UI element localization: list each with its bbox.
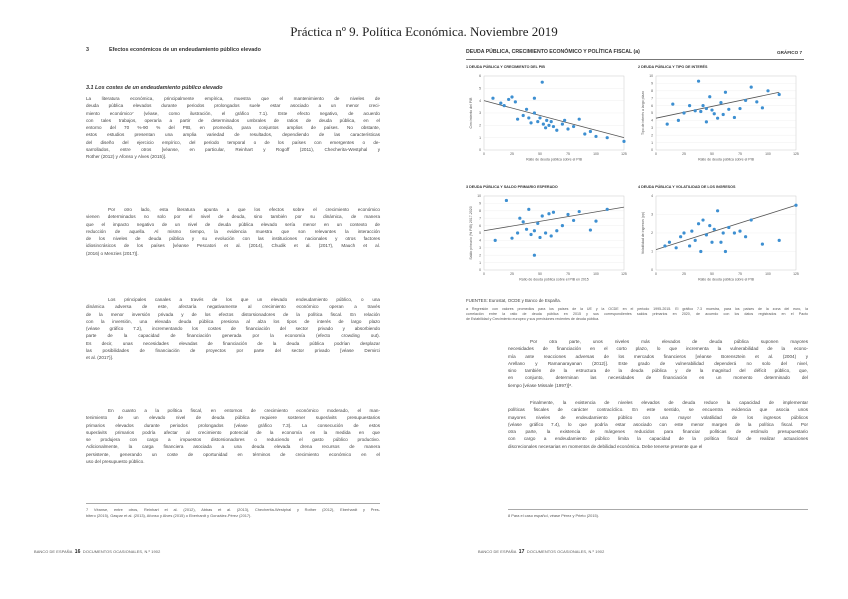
x-tick-label: 25 — [510, 272, 514, 276]
data-point — [541, 214, 544, 217]
y-tick-label: 6 — [479, 74, 481, 79]
x-tick-label: 50 — [710, 152, 714, 156]
x-tick-label: 100 — [593, 152, 599, 156]
y-tick-label: 2 — [479, 123, 481, 128]
data-point — [663, 244, 666, 247]
data-point — [533, 229, 536, 232]
data-point — [750, 218, 753, 221]
data-point — [761, 106, 764, 109]
data-point — [622, 140, 625, 143]
data-point — [536, 222, 539, 225]
footnote-divider — [86, 503, 380, 504]
x-axis-label: Ratio de deuda pública sobre el PIB en 2015 — [519, 277, 589, 282]
text-line: Por otro lado, esta literatura apunta a que los efectos sobre el crecimiento económico — [108, 207, 380, 212]
data-point — [738, 230, 741, 233]
data-point — [701, 218, 704, 221]
y-tick-label: 0 — [479, 268, 481, 273]
data-point — [533, 254, 536, 257]
data-point — [694, 109, 697, 112]
y-tick-label: 8 — [479, 209, 481, 213]
text-line: deuda pública elevados durante periodos prolongados suele estar asociado a un menor creci- — [86, 103, 380, 109]
y-tick-label: 4 — [479, 98, 481, 103]
y-tick-label: 9 — [479, 201, 481, 206]
data-point — [744, 99, 747, 102]
data-point — [545, 119, 548, 122]
y-tick-label: 7 — [651, 96, 653, 101]
text-line: et al. (2017)]. — [86, 355, 114, 360]
data-point — [722, 231, 725, 234]
y-axis-label: Tipo de interés a largo plazo — [641, 90, 645, 136]
y-tick-label: 2 — [651, 231, 653, 236]
data-point — [761, 243, 764, 246]
x-tick-label: 25 — [682, 272, 686, 276]
text-line: dinámica adversa de este, afectaría negativamente al crecimiento económico operan a través — [86, 304, 380, 310]
data-point — [561, 224, 564, 227]
text-line: uso del presupuesto público. — [86, 458, 145, 464]
data-point — [690, 230, 693, 233]
data-point — [682, 231, 685, 234]
data-point — [536, 120, 539, 123]
data-point — [594, 135, 597, 138]
text-line: se produjera con cargo a impuestos distorsionadores o reduciendo el gasto público productivo. — [86, 437, 380, 442]
data-point — [713, 228, 716, 231]
data-point — [514, 100, 517, 103]
y-tick-label: 4 — [651, 194, 653, 199]
y-tick-label: 2 — [479, 253, 481, 258]
chart-debt-revenue-volatility — [638, 184, 799, 282]
y-tick-label: 10 — [477, 194, 481, 199]
y-tick-label: 0 — [651, 268, 653, 273]
text-line: Es decir, unas necesidades elevadas de financiación de la deuda pública podrían desplazar — [86, 340, 380, 346]
data-point — [606, 136, 609, 139]
data-point — [494, 239, 497, 242]
data-point — [516, 118, 519, 121]
y-tick-label: 2 — [651, 133, 653, 138]
text-line: primarios elevados durante periodos prolongados (véase gráfico 7.3). La consecución de estos — [86, 422, 380, 428]
data-point — [710, 241, 713, 244]
data-point — [491, 97, 494, 100]
data-point — [527, 116, 530, 119]
x-tick-label: 25 — [682, 152, 686, 156]
text-line: persistente, generando un coste de oportunidad en términos de crecimiento económico en el — [86, 451, 380, 457]
x-axis-label: Ratio de deuda pública sobre el PIB — [526, 157, 582, 162]
y-tick-label: 1 — [651, 140, 653, 145]
text-line: miento económico⁷ (véase, como ilustración, el gráfico 7.1). Este efecto negativo, de acuerdo — [86, 110, 380, 116]
data-point — [716, 209, 719, 212]
x-tick-label: 125 — [793, 152, 799, 156]
x-tick-label: 75 — [738, 152, 742, 156]
data-point — [668, 241, 671, 244]
data-point — [503, 104, 506, 107]
section-number: 3 — [86, 47, 89, 53]
right-footnote-divider — [508, 509, 808, 510]
text-line: de Estabilidad y Crecimiento europeo y sus previsiones recientes de deuda pública. — [466, 317, 600, 322]
left-page-footer — [34, 549, 160, 555]
data-point — [547, 212, 550, 215]
text-line: reducción de aquella. Al mismo tiempo, la evidencia muestra que son relevantes la interacción — [86, 228, 380, 234]
data-point — [516, 231, 519, 234]
data-point — [529, 121, 532, 124]
y-tick-label: 4 — [479, 238, 481, 243]
data-point — [518, 217, 521, 220]
data-point — [522, 220, 525, 223]
section-title: Efectos económicos de un endeudamiento público elevado — [109, 47, 261, 53]
subsection-title: 3.1 Los costes de un endeudamiento público elevado — [86, 85, 223, 91]
y-tick-label: 9 — [651, 81, 653, 86]
text-line: Rother (2012) y Afonso y Alves (2015)]. — [86, 154, 167, 159]
x-tick-label: 100 — [765, 152, 771, 156]
y-tick-label: 6 — [479, 223, 481, 228]
data-point — [533, 111, 536, 114]
data-point — [550, 234, 553, 237]
text-line: entorno del 70 %-90 % del PIB, en promedio, para conjuntos amplios de países. No obstante, — [86, 125, 380, 130]
x-tick-label: 50 — [538, 152, 542, 156]
text-line: otra parte, la existencia de márgenes reducidos para financiar políticas de estímulo presupuestario — [508, 429, 808, 434]
data-point — [510, 95, 513, 98]
data-point — [525, 108, 528, 111]
text-line: correlación entre la ratio de deuda pública en 2015 y sus correspondientes saldos primarios en 2020, de acuerdo con los datos registrados en el Pacto — [466, 312, 808, 317]
data-point — [675, 246, 678, 249]
text-line: Arellano y Ramanarayanan (2012)]. Este grado de vulnerabilidad dependerá no solo del nivel, — [508, 360, 808, 366]
data-point — [694, 239, 697, 242]
y-tick-label: 8 — [651, 89, 653, 93]
data-point — [572, 125, 575, 128]
y-tick-label: 3 — [651, 212, 653, 217]
figure-note — [466, 307, 808, 322]
data-point — [507, 98, 510, 101]
y-tick-label: 3 — [479, 111, 481, 116]
x-tick-label: 50 — [538, 272, 542, 276]
footer-page-number: 16 — [74, 549, 81, 555]
y-tick-label: 0 — [651, 148, 653, 153]
text-line: las posibilidades de financiación de proyectos por parte del sector privado [véase Demirci — [86, 347, 380, 353]
data-point — [738, 107, 741, 110]
x-tick-label: 0 — [655, 272, 657, 276]
data-point — [744, 235, 747, 238]
data-point — [677, 119, 680, 122]
text-line: estos estudios presentan una amplia variedad de resultados, dependiendo de las características — [86, 132, 380, 138]
chart-title: 3 DEUDA PÚBLICA Y SALDO PRIMARIO ESPERADO — [466, 185, 558, 189]
text-line: discrecionales necesarias en momentos de debilidad económica. Debe tenerse presente que el — [508, 443, 703, 449]
footer-publisher: BANCO DE ESPAÑA — [478, 549, 517, 554]
data-point — [525, 228, 528, 231]
x-tick-label: 125 — [621, 152, 627, 156]
text-line: Finalmente, la existencia de niveles elevados de deuda reduce la capacidad de implementar — [530, 400, 808, 405]
text-line: mía ante reacciones adversas de los mercados financieros [véanse Borensztein et al. (2004) y — [508, 353, 808, 359]
data-point — [778, 93, 781, 96]
figure-panels — [460, 62, 810, 296]
data-point — [733, 116, 736, 119]
x-axis-label: Ratio de deuda pública sobre el PIB — [698, 157, 754, 162]
chart-debt-growth — [466, 64, 627, 162]
figure-source: FUENTES: Eurostat, OCDE y Banco de España. — [466, 298, 561, 303]
data-point — [679, 235, 682, 238]
text-line: vienen determinados no solo por el nivel de deuda, sino también por su dinámica, de manera — [86, 214, 380, 220]
y-tick-label: 4 — [651, 118, 653, 123]
y-tick-label: 1 — [479, 135, 481, 140]
text-line: parte de la capacidad de financiación generada por la economía (efecto crowding out). — [86, 333, 380, 339]
text-line: sarrollados, entre otros [véanse, en particular, Reinhart y Rogoff (2011), Checherita-Westphal y — [86, 146, 380, 152]
data-point — [594, 220, 597, 223]
text-line: en conjunto, determinan las necesidades de financiación en un momento determinado del — [508, 375, 808, 381]
text-line: necesidades de financiación en el corto plazo, lo que incrementa la vulnerabilidad de la econo- — [508, 346, 808, 352]
y-tick-label: 6 — [651, 103, 653, 108]
data-point — [697, 222, 700, 225]
data-point — [727, 226, 730, 229]
data-point — [697, 80, 700, 83]
data-point — [713, 112, 716, 115]
figure-number: GRÁFICO 7 — [777, 50, 803, 55]
data-point — [544, 231, 547, 234]
data-point — [699, 250, 702, 253]
left-paragraph-2 — [86, 206, 380, 257]
data-point — [722, 113, 725, 116]
right-paragraph-1 — [508, 338, 808, 389]
data-point — [544, 126, 547, 129]
left-footnote — [86, 507, 380, 518]
chart-title: 1 DEUDA PÚBLICA Y CRECIMIENTO DEL PIB — [466, 65, 545, 69]
data-point — [563, 119, 566, 122]
data-point — [708, 95, 711, 98]
text-line: Por otra parte, unos niveles más elevados de deuda pública suponen mayores — [530, 339, 808, 344]
data-point — [682, 111, 685, 114]
y-tick-label: 5 — [479, 86, 481, 91]
footer-publisher: BANCO DE ESPAÑA — [34, 549, 73, 554]
data-point — [566, 127, 569, 130]
text-line: Los principales canales a través de los que un elevado endeudamiento público, o una — [108, 297, 380, 302]
data-point — [578, 210, 581, 213]
data-point — [552, 211, 555, 214]
text-line: a Regresión con valores promedios para los países de la UE y la OCDE en el periodo 1995-2015. El gráfico 7.3 muestra, para los países de la zona del euro, la — [466, 307, 808, 311]
chart-debt-interest — [638, 64, 799, 162]
data-point — [733, 231, 736, 234]
y-tick-label: 5 — [651, 111, 653, 116]
figure-title: DEUDA PÚBLICA, CRECIMIENTO ECONÓMICO Y POLÍTICA FISCAL (a) — [466, 49, 640, 55]
data-point — [708, 224, 711, 227]
data-point — [719, 241, 722, 244]
figure-top-rule — [466, 59, 804, 60]
data-point — [527, 208, 530, 211]
x-tick-label: 125 — [793, 272, 799, 276]
data-point — [572, 219, 575, 222]
text-line: con la inversión, una elevada deuda pública presiona al alza los tipos de interés de largo plazo — [86, 318, 380, 324]
x-tick-label: 100 — [765, 272, 771, 276]
text-line: (véase gráfico 7.2), incrementando los costes de financiación del sector privado y absorbiendo — [86, 326, 380, 331]
y-tick-label: 5 — [479, 231, 481, 236]
text-line: del diseño del ejercicio empírico, del periodo temporal o de los países con emergentes o de- — [86, 139, 380, 145]
y-tick-label: 10 — [649, 74, 653, 79]
data-point — [552, 125, 555, 128]
x-tick-label: 25 — [510, 152, 514, 156]
right-footnote: 8 Para el caso español, véase Pérez y Prieto (2015). — [508, 513, 600, 518]
y-tick-label: 0 — [479, 148, 481, 153]
data-point — [794, 204, 797, 207]
text-line: tenimiento de un elevado nivel de deuda pública requiere sostener superávits presupuestarios — [86, 415, 380, 421]
chart-debt-primary-balance — [466, 184, 627, 282]
x-tick-label: 75 — [566, 272, 570, 276]
data-point — [727, 108, 730, 111]
x-tick-label: 0 — [655, 152, 657, 156]
left-paragraph-3 — [86, 296, 380, 361]
data-point — [766, 89, 769, 92]
trend-line — [656, 205, 796, 249]
y-tick-label: 3 — [479, 246, 481, 250]
data-point — [778, 239, 781, 242]
data-point — [724, 91, 727, 94]
chart-title: 4 DEUDA PÚBLICA Y VOLATILIDAD DE LOS INGRESOS — [638, 185, 736, 189]
text-line: superávits primarios podría afectar al crecimiento potencial de la economía en la medida en que — [86, 429, 380, 435]
text-line: En cuanto a la política fiscal, en entornos de crecimiento económico moderado, el man- — [108, 408, 380, 413]
text-line: La literatura económica, principalmente empírica, muestra que el mantenimiento de niveles de — [86, 96, 380, 101]
data-point — [688, 104, 691, 107]
data-point — [505, 199, 508, 202]
data-point — [538, 116, 541, 119]
text-line: con cargo a endeudamiento público limita la capacidad de la política fiscal de realizar actuaciones — [508, 436, 808, 442]
data-point — [724, 250, 727, 253]
data-point — [589, 130, 592, 133]
left-paragraph-4 — [86, 407, 380, 465]
text-line: Adicionalmente, la carga financiera asociada a una deuda elevada drena recursos de manera — [86, 444, 380, 450]
y-axis-label: Volatilidad de ingresos (pp) — [641, 211, 645, 255]
x-tick-label: 75 — [566, 152, 570, 156]
data-point — [671, 103, 674, 106]
footer-page-number: 17 — [518, 549, 525, 555]
data-point — [705, 107, 708, 110]
data-point — [606, 208, 609, 211]
data-point — [750, 86, 753, 89]
data-point — [755, 100, 758, 103]
x-tick-label: 0 — [483, 272, 485, 276]
text-line: políticas fiscales de carácter contracíclico. En este sentido, se encuentra evidencia que asocia unos — [508, 407, 808, 413]
data-point — [510, 237, 513, 240]
text-line: (véase gráfico 7.4), lo que podría estar asociado con este menor margen de la política fiscal. Por — [508, 421, 808, 427]
y-tick-label: 1 — [651, 249, 653, 254]
data-point — [710, 108, 713, 111]
data-point — [716, 117, 719, 120]
text-line: bitero (2015), Gaspar et al. (2013), Afonso y Alves (2015) o Eberhardt y González-Pérez (2017). — [86, 512, 252, 518]
page-title: Práctica nº 9. Política Económica. Noviembre 2019 — [290, 24, 558, 39]
text-line: que el impacto negativo de un nivel de deuda pública elevado sería menor en un contexto de — [86, 221, 380, 227]
data-point — [701, 104, 704, 107]
text-line: (2016) o Menzies (2017)]. — [86, 250, 139, 256]
data-point — [589, 228, 592, 231]
data-point — [666, 123, 669, 126]
text-line: con tales trabajos, operaría a partir de determinados umbrales de ratios de deuda pública, en el — [86, 117, 380, 123]
data-point — [529, 233, 532, 236]
chart-title: 2 DEUDA PÚBLICA Y TIPO DE INTERÉS — [638, 65, 708, 69]
x-tick-label: 75 — [738, 272, 742, 276]
x-tick-label: 100 — [593, 272, 599, 276]
data-point — [699, 110, 702, 113]
data-point — [561, 123, 564, 126]
text-line: de los niveles de deuda pública y su evolución con las instituciones nacionales y otros factores — [86, 236, 380, 241]
data-point — [578, 118, 581, 121]
y-axis-label: Saldo primario (% PIB) 2017-2020 — [469, 206, 473, 260]
data-point — [555, 229, 558, 232]
right-paragraph-2 — [508, 399, 808, 450]
x-tick-label: 0 — [483, 152, 485, 156]
data-point — [688, 244, 691, 247]
y-tick-label: 1 — [479, 260, 481, 265]
data-point — [522, 114, 525, 117]
text-line: idiosincrásicos de los países [véanse Pescatori et al. (2014), Chudik et al. (2017), Mauch et al. — [86, 243, 380, 249]
data-point — [542, 123, 545, 126]
x-tick-label: 125 — [621, 272, 627, 276]
x-tick-label: 50 — [710, 272, 714, 276]
y-tick-label: 3 — [651, 126, 653, 130]
left-paragraph-1 — [86, 95, 380, 160]
text-line: mayores niveles de endeudamiento público con una mayor volatilidad de los ingresos públicos — [508, 414, 808, 420]
y-tick-label: 7 — [479, 216, 481, 221]
data-point — [541, 81, 544, 84]
footer-publication: DOCUMENTOS OCASIONALES, N.º 1902 — [526, 549, 605, 554]
data-point — [705, 233, 708, 236]
right-page-footer — [478, 549, 604, 555]
y-axis-label: Crecimiento del PIB — [469, 97, 473, 129]
data-point — [555, 129, 558, 132]
data-point — [499, 102, 502, 105]
data-point — [538, 236, 541, 239]
trend-line — [656, 92, 779, 118]
data-point — [705, 120, 708, 123]
text-line: de la menor inversión privada y de los efectos distorsionadores de la política fiscal. En relación — [86, 311, 380, 317]
data-point — [566, 213, 569, 216]
data-point — [547, 124, 550, 127]
data-point — [719, 101, 722, 104]
text-line: 7 Véanse, entre otros, Reinhart et al. (2012), Abbas et al. (2013), Checherita-Westphal y Rother (2012), Eberhardt y Pres- — [86, 507, 380, 512]
data-point — [533, 97, 536, 100]
footer-publication: DOCUMENTOS OCASIONALES, N.º 1902 — [82, 549, 161, 554]
x-axis-label: Ratio de deuda pública sobre el PIB — [698, 277, 754, 282]
text-line: tiempo [véase Missale (1997)]⁸. — [508, 382, 573, 388]
data-point — [550, 120, 553, 123]
data-point — [583, 132, 586, 135]
text-line: sino también de la estructura de la deuda pública y de la magnitud del déficit público, que, — [508, 368, 808, 373]
